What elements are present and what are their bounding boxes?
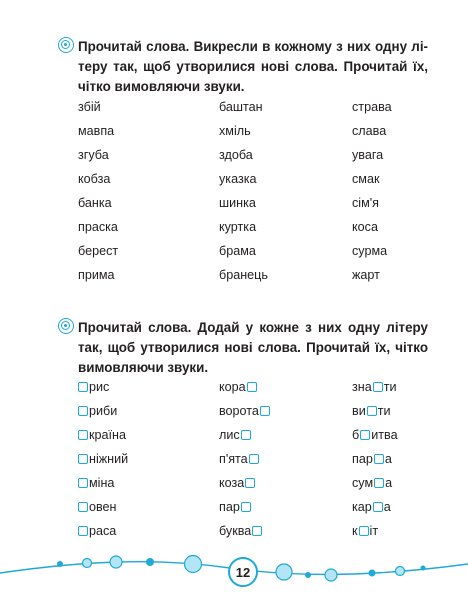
- word-part-before: ви: [352, 404, 366, 418]
- word: бранець: [219, 268, 268, 282]
- letter-box[interactable]: [78, 382, 88, 392]
- decor-dot: [396, 567, 405, 576]
- task1-word-grid: [78, 99, 418, 289]
- task-marker-icon: [58, 37, 74, 53]
- letter-box[interactable]: [367, 406, 377, 416]
- word: мавпа: [78, 124, 115, 138]
- page-number: 12: [228, 557, 258, 587]
- decor-dot: [57, 561, 63, 567]
- word: хміль: [219, 124, 251, 138]
- word-with-blank: [352, 379, 397, 395]
- word-with-blank: [219, 379, 258, 395]
- letter-box[interactable]: [78, 454, 88, 464]
- word: сурма: [352, 244, 388, 258]
- word: прима: [78, 268, 115, 282]
- word-part-after: рис: [89, 380, 110, 394]
- word-part-before: коза: [219, 476, 245, 490]
- word: сім'я: [352, 196, 379, 210]
- decor-dot: [110, 556, 122, 568]
- word-part-after: міна: [89, 476, 115, 490]
- decor-dot: [325, 569, 337, 581]
- word: указка: [219, 172, 257, 186]
- word: збій: [78, 100, 101, 114]
- word: коса: [352, 220, 378, 234]
- word-with-blank: [78, 427, 126, 443]
- word-part-after: ти: [383, 380, 397, 394]
- word-with-blank: [78, 499, 117, 515]
- decor-dot: [83, 559, 92, 568]
- word-part-before: п'ята: [219, 452, 248, 466]
- task1-instruction: Прочитай слова. Викресли в кожному з них одну лі-теру так, щоб утворилися нові слова. Прочитай їх, чітко вимовляючи звуки.: [78, 39, 428, 94]
- word-part-before: кора: [219, 380, 246, 394]
- word-with-blank: [352, 499, 391, 515]
- letter-box[interactable]: [78, 406, 88, 416]
- letter-box[interactable]: [245, 478, 255, 488]
- word-part-after: итва: [371, 428, 398, 442]
- task2-word-grid: [78, 379, 418, 549]
- letter-box[interactable]: [359, 526, 369, 536]
- word-part-after: раса: [89, 524, 117, 538]
- word-part-before: ворота: [219, 404, 259, 418]
- word-with-blank: [219, 523, 263, 539]
- word: праска: [78, 220, 118, 234]
- word-with-blank: [219, 475, 256, 491]
- word-with-blank: [78, 451, 128, 467]
- decor-dot: [276, 564, 292, 580]
- word-with-blank: [219, 499, 252, 515]
- letter-box[interactable]: [374, 478, 384, 488]
- letter-box[interactable]: [373, 382, 383, 392]
- word: банка: [78, 196, 112, 210]
- letter-box[interactable]: [78, 526, 88, 536]
- word-with-blank: [352, 451, 392, 467]
- word: згуба: [78, 148, 109, 162]
- word: баштан: [219, 100, 263, 114]
- word-part-before: зна: [352, 380, 372, 394]
- word-with-blank: [352, 427, 398, 443]
- letter-box[interactable]: [78, 430, 88, 440]
- word: кобза: [78, 172, 111, 186]
- word-part-after: країна: [89, 428, 126, 442]
- letter-box[interactable]: [247, 382, 257, 392]
- word: слава: [352, 124, 387, 138]
- word-part-before: к: [352, 524, 358, 538]
- letter-box[interactable]: [373, 502, 383, 512]
- letter-box[interactable]: [249, 454, 259, 464]
- word-part-before: б: [352, 428, 360, 442]
- word: страва: [352, 100, 392, 114]
- decor-dot: [146, 558, 154, 566]
- word-part-before: сум: [352, 476, 374, 490]
- word-part-after: овен: [89, 500, 117, 514]
- word: брама: [219, 244, 256, 258]
- letter-box[interactable]: [241, 430, 251, 440]
- word-with-blank: [219, 427, 252, 443]
- decor-dot: [305, 572, 311, 578]
- word-with-blank: [352, 523, 378, 539]
- word: здоба: [219, 148, 253, 162]
- letter-box[interactable]: [241, 502, 251, 512]
- word-part-after: а: [384, 452, 392, 466]
- letter-box[interactable]: [252, 526, 262, 536]
- word-with-blank: [78, 475, 114, 491]
- word-part-after: ніжний: [89, 452, 129, 466]
- word: берест: [78, 244, 119, 258]
- decor-dot: [421, 566, 426, 571]
- word-with-blank: [78, 403, 117, 419]
- word-with-blank: [352, 403, 391, 419]
- word: шинка: [219, 196, 256, 210]
- word-part-after: іт: [369, 524, 379, 538]
- word-part-before: пар: [352, 452, 373, 466]
- word: куртка: [219, 220, 257, 234]
- word-with-blank: [78, 523, 116, 539]
- word-part-before: кар: [352, 500, 372, 514]
- letter-box[interactable]: [78, 478, 88, 488]
- letter-box[interactable]: [374, 454, 384, 464]
- word-with-blank: [219, 451, 260, 467]
- word-part-after: а: [385, 476, 393, 490]
- word-part-before: пар: [219, 500, 240, 514]
- task2-instruction: Прочитай слова. Додай у кожне з них одну літеру так, щоб утворилися нові слова. Прочитай їх, чітко вимовляючи звуки.: [78, 320, 428, 375]
- word: смак: [352, 172, 380, 186]
- word-with-blank: [219, 403, 271, 419]
- word-part-after: а: [383, 500, 391, 514]
- decor-dot: [369, 570, 376, 577]
- word-with-blank: [352, 475, 392, 491]
- word: жарт: [352, 268, 380, 282]
- word: увага: [352, 148, 384, 162]
- letter-box[interactable]: [260, 406, 270, 416]
- letter-box[interactable]: [78, 502, 88, 512]
- word-with-blank: [78, 379, 109, 395]
- task-marker-icon: [58, 318, 74, 334]
- letter-box[interactable]: [360, 430, 370, 440]
- word-part-before: буква: [219, 524, 252, 538]
- word-part-after: ти: [377, 404, 391, 418]
- word-part-after: риби: [89, 404, 118, 418]
- decor-dot: [185, 556, 202, 573]
- word-part-before: лис: [219, 428, 240, 442]
